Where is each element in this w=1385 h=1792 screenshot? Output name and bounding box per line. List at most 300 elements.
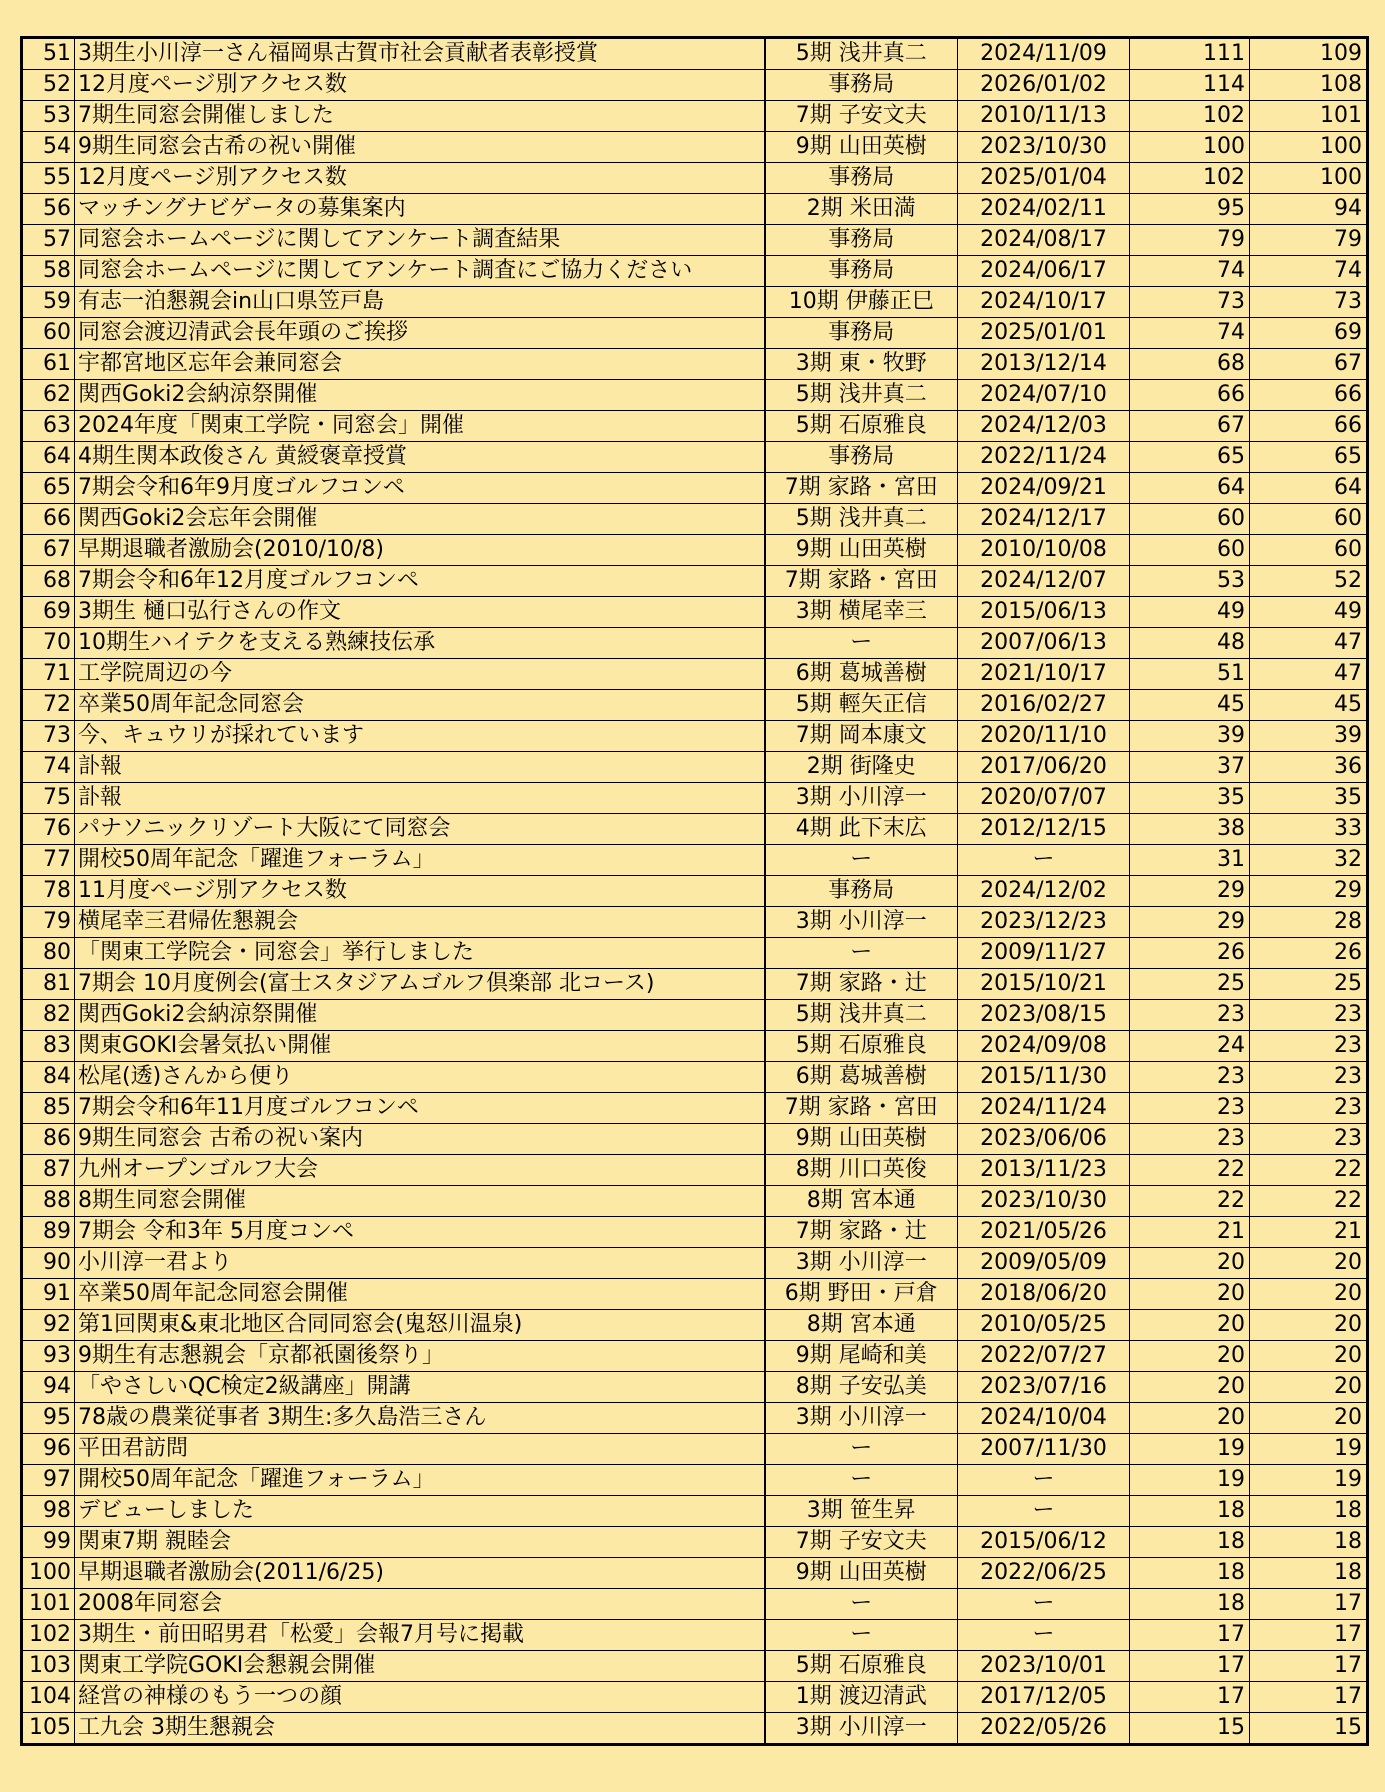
article-title: 横尾幸三君帰佐懇親会: [75, 907, 765, 938]
author-name: 5期 輕矢正信: [765, 690, 958, 721]
unique-count: 21: [1250, 1217, 1368, 1248]
article-title: 同窓会ホームページに関してアンケート調査結果: [75, 225, 765, 256]
unique-count: 23: [1250, 1093, 1368, 1124]
unique-count: 109: [1250, 38, 1368, 70]
author-name: 8期 宮本通: [765, 1310, 958, 1341]
article-title: 今、キュウリが採れています: [75, 721, 765, 752]
table-row: [22, 1248, 1368, 1279]
post-date: 2021/05/26: [958, 1217, 1130, 1248]
unique-count: 25: [1250, 969, 1368, 1000]
row-number: 60: [22, 318, 75, 349]
access-count: 19: [1130, 1465, 1250, 1496]
unique-count: 60: [1250, 535, 1368, 566]
post-date: 2017/12/05: [958, 1682, 1130, 1713]
author-name: 3期 小川淳一: [765, 907, 958, 938]
unique-count: 39: [1250, 721, 1368, 752]
row-number: 59: [22, 287, 75, 318]
table-row: [22, 380, 1368, 411]
table-row: [22, 101, 1368, 132]
access-count: 67: [1130, 411, 1250, 442]
unique-count: 94: [1250, 194, 1368, 225]
post-date: ー: [958, 1465, 1130, 1496]
unique-count: 20: [1250, 1310, 1368, 1341]
row-number: 103: [22, 1651, 75, 1682]
table-row: [22, 473, 1368, 504]
row-number: 104: [22, 1682, 75, 1713]
article-title: 同窓会渡辺清武会長年頭のご挨拶: [75, 318, 765, 349]
unique-count: 33: [1250, 814, 1368, 845]
post-date: ー: [958, 1589, 1130, 1620]
row-number: 66: [22, 504, 75, 535]
article-title: パナソニックリゾート大阪にて同窓会: [75, 814, 765, 845]
unique-count: 22: [1250, 1186, 1368, 1217]
article-title: 卒業50周年記念同窓会開催: [75, 1279, 765, 1310]
row-number: 74: [22, 752, 75, 783]
article-title: 12月度ページ別アクセス数: [75, 163, 765, 194]
access-count: 17: [1130, 1651, 1250, 1682]
post-date: 2012/12/15: [958, 814, 1130, 845]
access-count: 25: [1130, 969, 1250, 1000]
unique-count: 18: [1250, 1558, 1368, 1589]
table-row: [22, 1372, 1368, 1403]
table-row: [22, 1465, 1368, 1496]
access-count: 102: [1130, 163, 1250, 194]
article-title: 「やさしいQC検定2級講座」開講: [75, 1372, 765, 1403]
article-title: 工学院周辺の今: [75, 659, 765, 690]
access-count: 15: [1130, 1713, 1250, 1745]
post-date: ー: [958, 845, 1130, 876]
unique-count: 35: [1250, 783, 1368, 814]
row-number: 62: [22, 380, 75, 411]
post-date: 2023/10/30: [958, 132, 1130, 163]
access-count: 20: [1130, 1279, 1250, 1310]
row-number: 54: [22, 132, 75, 163]
author-name: 7期 子安文夫: [765, 101, 958, 132]
row-number: 67: [22, 535, 75, 566]
post-date: 2026/01/02: [958, 70, 1130, 101]
row-number: 85: [22, 1093, 75, 1124]
table-row: [22, 969, 1368, 1000]
unique-count: 19: [1250, 1465, 1368, 1496]
table-row: [22, 845, 1368, 876]
access-count: 95: [1130, 194, 1250, 225]
author-name: 事務局: [765, 256, 958, 287]
unique-count: 23: [1250, 1062, 1368, 1093]
post-date: 2007/06/13: [958, 628, 1130, 659]
post-date: 2022/06/25: [958, 1558, 1130, 1589]
access-count: 51: [1130, 659, 1250, 690]
table-row: [22, 659, 1368, 690]
access-count: 18: [1130, 1558, 1250, 1589]
article-title: 関西Goki2会納涼祭開催: [75, 380, 765, 411]
row-number: 94: [22, 1372, 75, 1403]
table-row: [22, 1558, 1368, 1589]
author-name: 3期 小川淳一: [765, 1403, 958, 1434]
unique-count: 45: [1250, 690, 1368, 721]
table-row: [22, 1310, 1368, 1341]
author-name: 9期 尾崎和美: [765, 1341, 958, 1372]
author-name: 3期 東・牧野: [765, 349, 958, 380]
access-count: 65: [1130, 442, 1250, 473]
row-number: 61: [22, 349, 75, 380]
article-title: 3期生 樋口弘行さんの作文: [75, 597, 765, 628]
table-row: [22, 597, 1368, 628]
author-name: 事務局: [765, 70, 958, 101]
author-name: 3期 小川淳一: [765, 783, 958, 814]
unique-count: 69: [1250, 318, 1368, 349]
post-date: 2023/10/01: [958, 1651, 1130, 1682]
author-name: 6期 葛城善樹: [765, 1062, 958, 1093]
table-row: [22, 1403, 1368, 1434]
post-date: 2015/06/12: [958, 1527, 1130, 1558]
author-name: 10期 伊藤正巳: [765, 287, 958, 318]
post-date: 2007/11/30: [958, 1434, 1130, 1465]
table-row: [22, 70, 1368, 101]
row-number: 53: [22, 101, 75, 132]
access-count: 79: [1130, 225, 1250, 256]
access-count: 18: [1130, 1589, 1250, 1620]
author-name: 7期 家路・宮田: [765, 473, 958, 504]
post-date: 2010/11/13: [958, 101, 1130, 132]
table-row: [22, 1000, 1368, 1031]
author-name: ー: [765, 1465, 958, 1496]
access-count: 74: [1130, 256, 1250, 287]
post-date: 2015/11/30: [958, 1062, 1130, 1093]
author-name: 事務局: [765, 225, 958, 256]
access-count: 74: [1130, 318, 1250, 349]
access-count: 66: [1130, 380, 1250, 411]
post-date: 2024/10/17: [958, 287, 1130, 318]
row-number: 89: [22, 1217, 75, 1248]
post-date: 2015/06/13: [958, 597, 1130, 628]
post-date: 2024/12/07: [958, 566, 1130, 597]
access-count: 20: [1130, 1403, 1250, 1434]
author-name: 5期 石原雅良: [765, 411, 958, 442]
row-number: 76: [22, 814, 75, 845]
table-row: [22, 504, 1368, 535]
row-number: 88: [22, 1186, 75, 1217]
access-count: 73: [1130, 287, 1250, 318]
author-name: 7期 家路・宮田: [765, 1093, 958, 1124]
author-name: 6期 葛城善樹: [765, 659, 958, 690]
access-count: 26: [1130, 938, 1250, 969]
table-row: [22, 1434, 1368, 1465]
table-row: [22, 1031, 1368, 1062]
unique-count: 20: [1250, 1341, 1368, 1372]
post-date: 2015/10/21: [958, 969, 1130, 1000]
access-count: 60: [1130, 535, 1250, 566]
post-date: 2018/06/20: [958, 1279, 1130, 1310]
table-row: [22, 566, 1368, 597]
access-count: 31: [1130, 845, 1250, 876]
author-name: 9期 山田英樹: [765, 1558, 958, 1589]
post-date: 2024/07/10: [958, 380, 1130, 411]
row-number: 97: [22, 1465, 75, 1496]
unique-count: 20: [1250, 1372, 1368, 1403]
author-name: 8期 子安弘美: [765, 1372, 958, 1403]
access-count: 111: [1130, 38, 1250, 70]
unique-count: 36: [1250, 752, 1368, 783]
table-row: [22, 194, 1368, 225]
unique-count: 20: [1250, 1279, 1368, 1310]
post-date: 2023/10/30: [958, 1186, 1130, 1217]
unique-count: 108: [1250, 70, 1368, 101]
article-title: 開校50周年記念「躍進フォーラム」: [75, 1465, 765, 1496]
author-name: 5期 浅井真二: [765, 38, 958, 70]
access-count: 20: [1130, 1248, 1250, 1279]
article-title: 3期生・前田昭男君「松愛」会報7月号に掲載: [75, 1620, 765, 1651]
access-count: 48: [1130, 628, 1250, 659]
post-date: 2009/11/27: [958, 938, 1130, 969]
post-date: 2022/07/27: [958, 1341, 1130, 1372]
row-number: 65: [22, 473, 75, 504]
post-date: 2016/02/27: [958, 690, 1130, 721]
unique-count: 65: [1250, 442, 1368, 473]
article-title: 4期生関本政俊さん 黄綬褒章授賞: [75, 442, 765, 473]
unique-count: 26: [1250, 938, 1368, 969]
post-date: 2023/12/23: [958, 907, 1130, 938]
post-date: 2024/12/02: [958, 876, 1130, 907]
post-date: 2021/10/17: [958, 659, 1130, 690]
article-title: 8期生同窓会開催: [75, 1186, 765, 1217]
article-title: 関東7期 親睦会: [75, 1527, 765, 1558]
author-name: 5期 石原雅良: [765, 1651, 958, 1682]
row-number: 78: [22, 876, 75, 907]
author-name: 5期 浅井真二: [765, 1000, 958, 1031]
article-title: 小川淳一君より: [75, 1248, 765, 1279]
unique-count: 74: [1250, 256, 1368, 287]
post-date: 2024/02/11: [958, 194, 1130, 225]
author-name: ー: [765, 938, 958, 969]
article-title: 9期生同窓会古希の祝い開催: [75, 132, 765, 163]
unique-count: 101: [1250, 101, 1368, 132]
author-name: ー: [765, 1589, 958, 1620]
row-number: 81: [22, 969, 75, 1000]
article-title: 宇都宮地区忘年会兼同窓会: [75, 349, 765, 380]
article-title: 78歳の農業従事者 3期生:多久島浩三さん: [75, 1403, 765, 1434]
access-count: 102: [1130, 101, 1250, 132]
unique-count: 15: [1250, 1713, 1368, 1745]
post-date: 2010/10/08: [958, 535, 1130, 566]
access-count: 23: [1130, 1093, 1250, 1124]
post-date: ー: [958, 1496, 1130, 1527]
unique-count: 60: [1250, 504, 1368, 535]
author-name: 2期 米田満: [765, 194, 958, 225]
unique-count: 17: [1250, 1589, 1368, 1620]
author-name: 3期 小川淳一: [765, 1248, 958, 1279]
article-title: 開校50周年記念「躍進フォーラム」: [75, 845, 765, 876]
access-count: 39: [1130, 721, 1250, 752]
post-date: 2024/11/24: [958, 1093, 1130, 1124]
author-name: 2期 街隆史: [765, 752, 958, 783]
post-date: 2017/06/20: [958, 752, 1130, 783]
post-date: 2025/01/01: [958, 318, 1130, 349]
author-name: 5期 浅井真二: [765, 380, 958, 411]
table-row: [22, 535, 1368, 566]
table-row: [22, 442, 1368, 473]
table-row: [22, 1093, 1368, 1124]
table-row: [22, 163, 1368, 194]
table-row: [22, 1062, 1368, 1093]
article-title: 11月度ページ別アクセス数: [75, 876, 765, 907]
unique-count: 52: [1250, 566, 1368, 597]
article-title: 「関東工学院会・同窓会」挙行しました: [75, 938, 765, 969]
unique-count: 49: [1250, 597, 1368, 628]
access-count: 64: [1130, 473, 1250, 504]
author-name: 5期 石原雅良: [765, 1031, 958, 1062]
post-date: 2013/12/14: [958, 349, 1130, 380]
access-count: 45: [1130, 690, 1250, 721]
article-title: 12月度ページ別アクセス数: [75, 70, 765, 101]
access-count: 23: [1130, 1062, 1250, 1093]
post-date: 2024/12/17: [958, 504, 1130, 535]
table-row: [22, 1186, 1368, 1217]
article-title: 平田君訪問: [75, 1434, 765, 1465]
row-number: 79: [22, 907, 75, 938]
post-date: 2024/09/08: [958, 1031, 1130, 1062]
article-title: 九州オープンゴルフ大会: [75, 1155, 765, 1186]
access-count: 100: [1130, 132, 1250, 163]
unique-count: 66: [1250, 411, 1368, 442]
table-body: [22, 38, 1368, 1745]
table-row: [22, 38, 1368, 70]
unique-count: 20: [1250, 1403, 1368, 1434]
unique-count: 100: [1250, 132, 1368, 163]
post-date: 2024/06/17: [958, 256, 1130, 287]
row-number: 57: [22, 225, 75, 256]
post-date: 2020/07/07: [958, 783, 1130, 814]
table-row: [22, 876, 1368, 907]
author-name: 6期 野田・戸倉: [765, 1279, 958, 1310]
access-count: 19: [1130, 1434, 1250, 1465]
article-title: 7期会令和6年12月度ゴルフコンペ: [75, 566, 765, 597]
article-title: 7期会令和6年9月度ゴルフコンペ: [75, 473, 765, 504]
access-count: 18: [1130, 1527, 1250, 1558]
access-count: 20: [1130, 1341, 1250, 1372]
row-number: 102: [22, 1620, 75, 1651]
post-date: 2023/07/16: [958, 1372, 1130, 1403]
author-name: 事務局: [765, 442, 958, 473]
article-title: 経営の神様のもう一つの顔: [75, 1682, 765, 1713]
table-row: [22, 690, 1368, 721]
author-name: 9期 山田英樹: [765, 535, 958, 566]
post-date: 2010/05/25: [958, 1310, 1130, 1341]
row-number: 95: [22, 1403, 75, 1434]
row-number: 83: [22, 1031, 75, 1062]
row-number: 86: [22, 1124, 75, 1155]
table-row: [22, 752, 1368, 783]
unique-count: 67: [1250, 349, 1368, 380]
row-number: 77: [22, 845, 75, 876]
article-title: 工九会 3期生懇親会: [75, 1713, 765, 1745]
access-count: 114: [1130, 70, 1250, 101]
table-row: [22, 287, 1368, 318]
table-row: [22, 225, 1368, 256]
unique-count: 17: [1250, 1620, 1368, 1651]
author-name: 7期 子安文夫: [765, 1527, 958, 1558]
table-row: [22, 1527, 1368, 1558]
unique-count: 23: [1250, 1124, 1368, 1155]
author-name: 事務局: [765, 163, 958, 194]
article-title: 関西Goki2会忘年会開催: [75, 504, 765, 535]
unique-count: 23: [1250, 1000, 1368, 1031]
author-name: 7期 岡本康文: [765, 721, 958, 752]
access-count: 60: [1130, 504, 1250, 535]
unique-count: 28: [1250, 907, 1368, 938]
row-number: 101: [22, 1589, 75, 1620]
author-name: ー: [765, 1434, 958, 1465]
article-title: 10期生ハイテクを支える熟練技伝承: [75, 628, 765, 659]
article-title: 2008年同窓会: [75, 1589, 765, 1620]
access-count: 24: [1130, 1031, 1250, 1062]
article-title: 関西Goki2会納涼祭開催: [75, 1000, 765, 1031]
row-number: 105: [22, 1713, 75, 1745]
unique-count: 66: [1250, 380, 1368, 411]
table-row: [22, 907, 1368, 938]
row-number: 51: [22, 38, 75, 70]
access-count: 20: [1130, 1310, 1250, 1341]
author-name: 5期 浅井真二: [765, 504, 958, 535]
row-number: 71: [22, 659, 75, 690]
author-name: ー: [765, 628, 958, 659]
access-count: 37: [1130, 752, 1250, 783]
author-name: 1期 渡辺清武: [765, 1682, 958, 1713]
access-count: 68: [1130, 349, 1250, 380]
article-title: 9期生同窓会 古希の祝い案内: [75, 1124, 765, 1155]
article-title: 早期退職者激励会(2011/6/25): [75, 1558, 765, 1589]
post-date: 2023/06/06: [958, 1124, 1130, 1155]
article-title: マッチングナビゲータの募集案内: [75, 194, 765, 225]
access-count: 23: [1130, 1000, 1250, 1031]
unique-count: 18: [1250, 1527, 1368, 1558]
article-title: 7期生同窓会開催しました: [75, 101, 765, 132]
post-date: 2022/11/24: [958, 442, 1130, 473]
row-number: 80: [22, 938, 75, 969]
access-count: 22: [1130, 1186, 1250, 1217]
row-number: 75: [22, 783, 75, 814]
access-count: 17: [1130, 1620, 1250, 1651]
row-number: 92: [22, 1310, 75, 1341]
row-number: 87: [22, 1155, 75, 1186]
article-title: 7期会 令和3年 5月度コンペ: [75, 1217, 765, 1248]
row-number: 55: [22, 163, 75, 194]
author-name: 4期 此下末広: [765, 814, 958, 845]
post-date: 2020/11/10: [958, 721, 1130, 752]
row-number: 73: [22, 721, 75, 752]
author-name: 7期 家路・宮田: [765, 566, 958, 597]
article-title: 訃報: [75, 752, 765, 783]
row-number: 63: [22, 411, 75, 442]
access-count: 18: [1130, 1496, 1250, 1527]
table-row: [22, 318, 1368, 349]
unique-count: 20: [1250, 1248, 1368, 1279]
article-title: 同窓会ホームページに関してアンケート調査にご協力ください: [75, 256, 765, 287]
table-row: [22, 1589, 1368, 1620]
unique-count: 100: [1250, 163, 1368, 194]
table-row: [22, 349, 1368, 380]
author-name: 7期 家路・辻: [765, 1217, 958, 1248]
table-row: [22, 628, 1368, 659]
post-date: 2024/08/17: [958, 225, 1130, 256]
post-date: 2024/12/03: [958, 411, 1130, 442]
post-date: 2023/08/15: [958, 1000, 1130, 1031]
access-count: 38: [1130, 814, 1250, 845]
access-count: 29: [1130, 907, 1250, 938]
row-number: 90: [22, 1248, 75, 1279]
unique-count: 17: [1250, 1651, 1368, 1682]
author-name: 9期 山田英樹: [765, 1124, 958, 1155]
table-row: [22, 1682, 1368, 1713]
